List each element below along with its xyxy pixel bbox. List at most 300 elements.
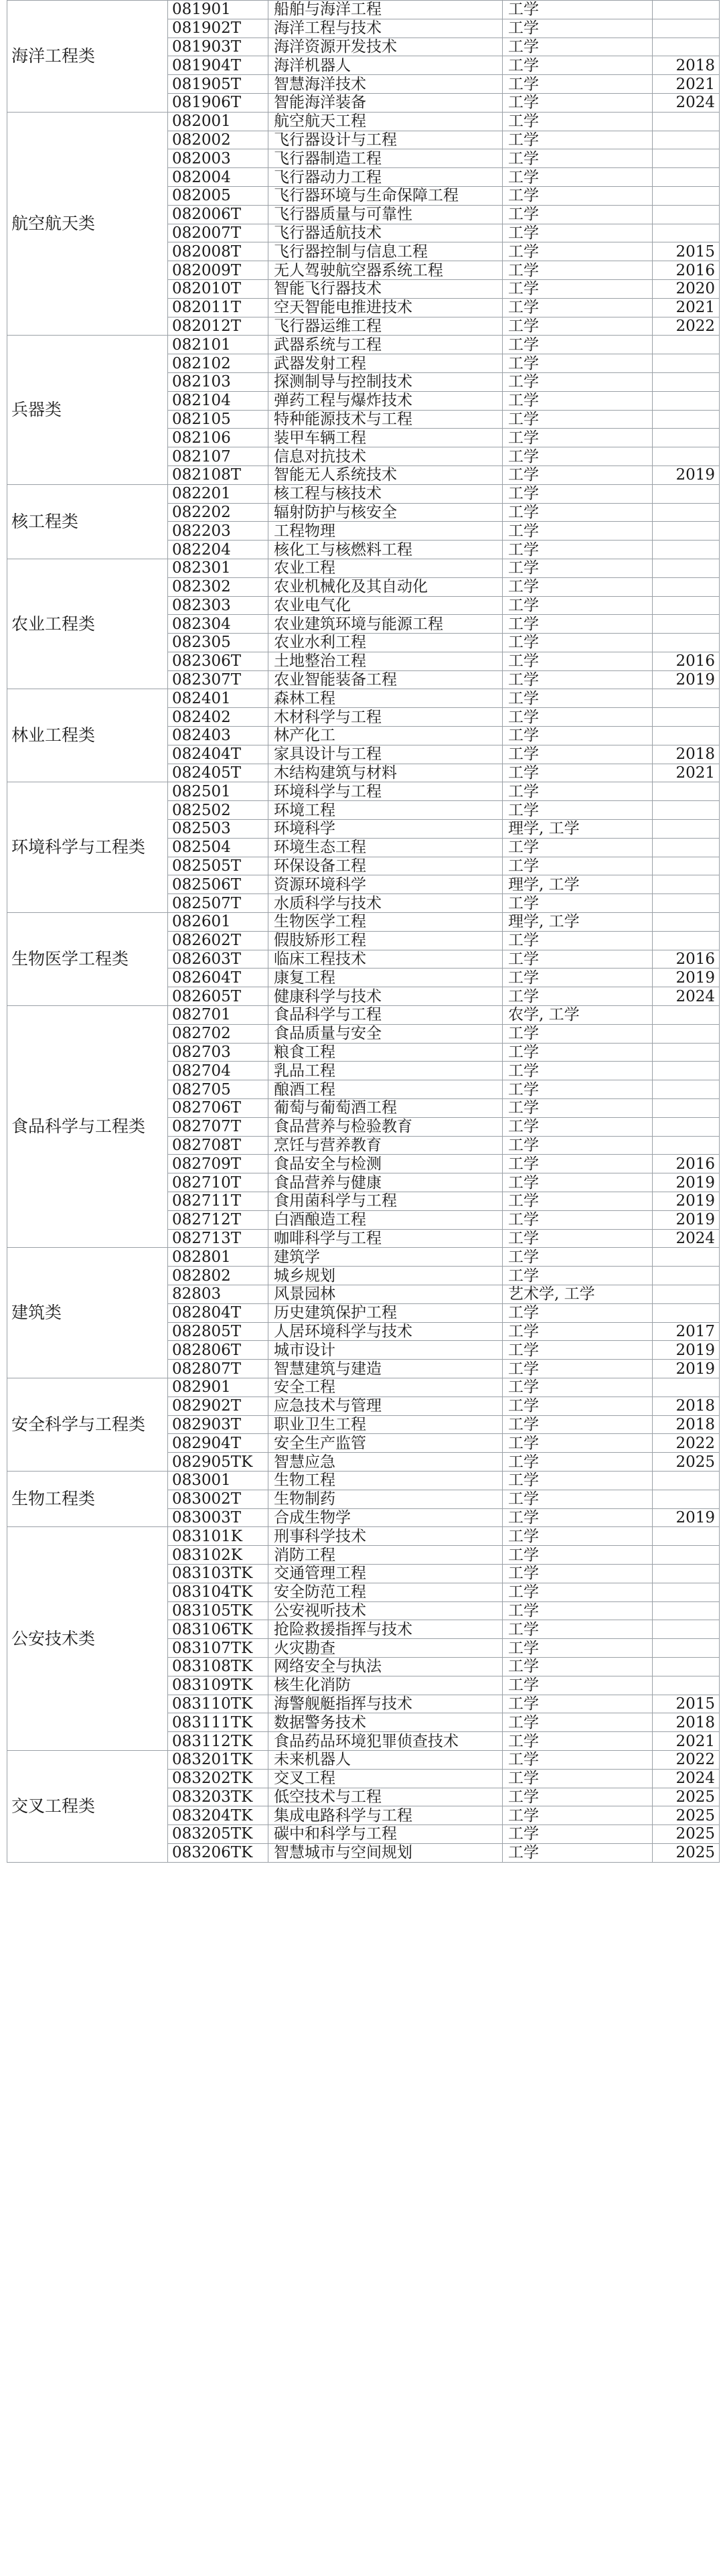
degree-cell: 工学 bbox=[503, 205, 653, 224]
major-code-cell: 083104TK bbox=[168, 1583, 268, 1601]
major-code-cell: 082709T bbox=[168, 1155, 268, 1173]
category-cell: 公安技术类 bbox=[7, 1527, 168, 1751]
degree-cell: 工学 bbox=[503, 372, 653, 391]
major-name-cell: 城乡规划 bbox=[268, 1267, 503, 1285]
category-cell: 航空航天类 bbox=[7, 112, 168, 336]
degree-cell: 工学 bbox=[503, 782, 653, 801]
major-code-cell: 082503 bbox=[168, 820, 268, 839]
year-cell: 2021 bbox=[653, 764, 720, 782]
degree-cell: 工学 bbox=[503, 1490, 653, 1508]
degree-cell: 工学 bbox=[503, 1676, 653, 1695]
major-code-cell: 082403 bbox=[168, 727, 268, 745]
degree-cell: 工学 bbox=[503, 950, 653, 969]
year-cell bbox=[653, 1062, 720, 1080]
degree-cell: 工学 bbox=[503, 1843, 653, 1862]
major-code-cell: 082201 bbox=[168, 484, 268, 503]
degree-cell: 理学, 工学 bbox=[503, 913, 653, 932]
year-cell bbox=[653, 1099, 720, 1118]
year-cell: 2024 bbox=[653, 1769, 720, 1788]
degree-cell: 工学 bbox=[503, 75, 653, 94]
major-name-cell: 食品药品环境犯罪侦查技术 bbox=[268, 1732, 503, 1751]
degree-cell: 工学 bbox=[503, 391, 653, 410]
year-cell: 2018 bbox=[653, 1397, 720, 1415]
degree-cell: 工学 bbox=[503, 894, 653, 913]
major-code-cell: 082901 bbox=[168, 1378, 268, 1397]
year-cell: 2024 bbox=[653, 1229, 720, 1248]
year-cell bbox=[653, 149, 720, 168]
major-name-cell: 农业建筑环境与能源工程 bbox=[268, 615, 503, 634]
major-code-cell: 083107TK bbox=[168, 1639, 268, 1658]
category-cell: 生物工程类 bbox=[7, 1471, 168, 1526]
major-name-cell: 低空技术与工程 bbox=[268, 1788, 503, 1806]
degree-cell: 工学 bbox=[503, 1080, 653, 1099]
year-cell bbox=[653, 336, 720, 354]
major-name-cell: 海警舰艇指挥与技术 bbox=[268, 1695, 503, 1713]
major-code-cell: 082002 bbox=[168, 131, 268, 149]
major-code-cell: 083001 bbox=[168, 1471, 268, 1490]
major-name-cell: 临床工程技术 bbox=[268, 950, 503, 969]
major-name-cell: 海洋工程与技术 bbox=[268, 19, 503, 38]
degree-cell: 工学 bbox=[503, 56, 653, 75]
major-name-cell: 无人驾驶航空器系统工程 bbox=[268, 261, 503, 280]
degree-cell: 工学 bbox=[503, 447, 653, 466]
year-cell: 2019 bbox=[653, 1210, 720, 1229]
year-cell bbox=[653, 559, 720, 577]
year-cell bbox=[653, 1639, 720, 1658]
year-cell bbox=[653, 894, 720, 913]
major-name-cell: 烹饪与营养教育 bbox=[268, 1136, 503, 1155]
major-name-cell: 食用菌科学与工程 bbox=[268, 1192, 503, 1211]
year-cell bbox=[653, 429, 720, 447]
major-code-cell: 082305 bbox=[168, 634, 268, 652]
table-row bbox=[7, 689, 720, 708]
degree-cell: 工学 bbox=[503, 1303, 653, 1322]
year-cell bbox=[653, 205, 720, 224]
year-cell: 2018 bbox=[653, 1415, 720, 1434]
major-name-cell: 工程物理 bbox=[268, 522, 503, 541]
major-code-cell: 082006T bbox=[168, 205, 268, 224]
year-cell bbox=[653, 112, 720, 131]
major-code-cell: 083108TK bbox=[168, 1657, 268, 1676]
degree-cell: 理学, 工学 bbox=[503, 875, 653, 894]
year-cell bbox=[653, 1620, 720, 1639]
major-name-cell: 环境生态工程 bbox=[268, 838, 503, 857]
major-code-cell: 083205TK bbox=[168, 1825, 268, 1844]
degree-cell: 工学 bbox=[503, 410, 653, 429]
year-cell bbox=[653, 19, 720, 38]
major-name-cell: 生物医学工程 bbox=[268, 913, 503, 932]
major-code-cell: 082704 bbox=[168, 1062, 268, 1080]
degree-cell: 工学 bbox=[503, 429, 653, 447]
major-code-cell: 082902T bbox=[168, 1397, 268, 1415]
major-name-cell: 飞行器环境与生命保障工程 bbox=[268, 186, 503, 205]
degree-cell: 工学 bbox=[503, 1117, 653, 1136]
degree-cell: 工学 bbox=[503, 1415, 653, 1434]
major-name-cell: 酿酒工程 bbox=[268, 1080, 503, 1099]
year-cell: 2025 bbox=[653, 1453, 720, 1472]
degree-cell: 工学 bbox=[503, 1583, 653, 1601]
major-code-cell: 082104 bbox=[168, 391, 268, 410]
major-code-cell: 082806T bbox=[168, 1341, 268, 1360]
degree-cell: 工学 bbox=[503, 727, 653, 745]
degree-cell: 工学 bbox=[503, 93, 653, 112]
major-name-cell: 海洋机器人 bbox=[268, 56, 503, 75]
year-cell: 2018 bbox=[653, 56, 720, 75]
major-name-cell: 葡萄与葡萄酒工程 bbox=[268, 1099, 503, 1118]
major-code-cell: 082604T bbox=[168, 969, 268, 987]
degree-cell: 工学 bbox=[503, 1695, 653, 1713]
year-cell bbox=[653, 354, 720, 373]
year-cell bbox=[653, 708, 720, 727]
table-row bbox=[7, 782, 720, 801]
major-code-cell: 082711T bbox=[168, 1192, 268, 1211]
major-name-cell: 木材科学与工程 bbox=[268, 708, 503, 727]
degree-cell: 工学 bbox=[503, 1657, 653, 1676]
major-name-cell: 智能海洋装备 bbox=[268, 93, 503, 112]
major-code-cell: 083101K bbox=[168, 1527, 268, 1546]
category-cell: 交叉工程类 bbox=[7, 1750, 168, 1862]
major-code-cell: 082102 bbox=[168, 354, 268, 373]
major-name-cell: 弹药工程与爆炸技术 bbox=[268, 391, 503, 410]
major-code-cell: 082712T bbox=[168, 1210, 268, 1229]
major-name-cell: 未来机器人 bbox=[268, 1750, 503, 1769]
year-cell bbox=[653, 838, 720, 857]
major-code-cell: 082506T bbox=[168, 875, 268, 894]
major-code-cell: 083103TK bbox=[168, 1564, 268, 1583]
major-name-cell: 智慧应急 bbox=[268, 1453, 503, 1472]
degree-cell: 工学 bbox=[503, 186, 653, 205]
year-cell: 2019 bbox=[653, 466, 720, 484]
year-cell: 2016 bbox=[653, 950, 720, 969]
major-code-cell: 082103 bbox=[168, 372, 268, 391]
year-cell bbox=[653, 372, 720, 391]
year-cell bbox=[653, 1378, 720, 1397]
year-cell: 2021 bbox=[653, 1732, 720, 1751]
major-name-cell: 食品营养与检验教育 bbox=[268, 1117, 503, 1136]
year-cell bbox=[653, 820, 720, 839]
degree-cell: 工学 bbox=[503, 1378, 653, 1397]
major-code-cell: 082505T bbox=[168, 857, 268, 875]
year-cell bbox=[653, 1267, 720, 1285]
major-name-cell: 核工程与核技术 bbox=[268, 484, 503, 503]
year-cell bbox=[653, 1248, 720, 1267]
major-name-cell: 核生化消防 bbox=[268, 1676, 503, 1695]
major-name-cell: 辐射防护与核安全 bbox=[268, 503, 503, 522]
table-row bbox=[7, 112, 720, 131]
major-name-cell: 安全工程 bbox=[268, 1378, 503, 1397]
year-cell: 2019 bbox=[653, 670, 720, 689]
year-cell bbox=[653, 801, 720, 820]
major-name-cell: 飞行器质量与可靠性 bbox=[268, 205, 503, 224]
year-cell bbox=[653, 131, 720, 149]
major-code-cell: 82803 bbox=[168, 1285, 268, 1303]
degree-cell: 工学 bbox=[503, 931, 653, 950]
major-code-cell: 082605T bbox=[168, 987, 268, 1006]
major-code-cell: 082202 bbox=[168, 503, 268, 522]
major-name-cell: 咖啡科学与工程 bbox=[268, 1229, 503, 1248]
table-row bbox=[7, 1378, 720, 1397]
table-row bbox=[7, 1, 720, 19]
major-code-cell: 082012T bbox=[168, 317, 268, 336]
major-name-cell: 海洋资源开发技术 bbox=[268, 38, 503, 56]
degree-cell: 工学 bbox=[503, 1732, 653, 1751]
year-cell bbox=[653, 503, 720, 522]
major-code-cell: 082903T bbox=[168, 1415, 268, 1434]
table-row bbox=[7, 336, 720, 354]
degree-cell: 工学 bbox=[503, 1322, 653, 1341]
year-cell bbox=[653, 391, 720, 410]
major-name-cell: 城市设计 bbox=[268, 1341, 503, 1360]
category-cell: 林业工程类 bbox=[7, 689, 168, 782]
degree-cell: 工学 bbox=[503, 466, 653, 484]
major-name-cell: 核化工与核燃料工程 bbox=[268, 541, 503, 559]
degree-cell: 工学 bbox=[503, 801, 653, 820]
degree-cell: 工学 bbox=[503, 1769, 653, 1788]
degree-cell: 工学 bbox=[503, 1508, 653, 1527]
major-code-cell: 081904T bbox=[168, 56, 268, 75]
major-name-cell: 交通管理工程 bbox=[268, 1564, 503, 1583]
major-code-cell: 082005 bbox=[168, 186, 268, 205]
major-name-cell: 农业智能装备工程 bbox=[268, 670, 503, 689]
year-cell bbox=[653, 1546, 720, 1565]
major-code-cell: 083109TK bbox=[168, 1676, 268, 1695]
year-cell bbox=[653, 913, 720, 932]
year-cell: 2019 bbox=[653, 1508, 720, 1527]
major-code-cell: 081903T bbox=[168, 38, 268, 56]
major-name-cell: 刑事科学技术 bbox=[268, 1527, 503, 1546]
degree-cell: 工学 bbox=[503, 745, 653, 764]
year-cell: 2018 bbox=[653, 1713, 720, 1732]
year-cell: 2015 bbox=[653, 1695, 720, 1713]
major-code-cell: 081905T bbox=[168, 75, 268, 94]
major-name-cell: 农业工程 bbox=[268, 559, 503, 577]
degree-cell: 工学 bbox=[503, 1062, 653, 1080]
major-name-cell: 数据警务技术 bbox=[268, 1713, 503, 1732]
major-code-cell: 082507T bbox=[168, 894, 268, 913]
major-code-cell: 082203 bbox=[168, 522, 268, 541]
year-cell bbox=[653, 447, 720, 466]
major-name-cell: 环境科学与工程 bbox=[268, 782, 503, 801]
category-cell: 建筑类 bbox=[7, 1248, 168, 1378]
major-code-cell: 083206TK bbox=[168, 1843, 268, 1862]
year-cell bbox=[653, 689, 720, 708]
major-code-cell: 083112TK bbox=[168, 1732, 268, 1751]
major-name-cell: 食品营养与健康 bbox=[268, 1173, 503, 1192]
degree-cell: 工学 bbox=[503, 1192, 653, 1211]
major-catalog-table bbox=[7, 0, 720, 1863]
major-name-cell: 生物制药 bbox=[268, 1490, 503, 1508]
year-cell bbox=[653, 577, 720, 596]
degree-cell: 工学 bbox=[503, 224, 653, 242]
major-code-cell: 082008T bbox=[168, 242, 268, 261]
major-code-cell: 082009T bbox=[168, 261, 268, 280]
year-cell bbox=[653, 522, 720, 541]
degree-cell: 工学 bbox=[503, 279, 653, 298]
year-cell: 2025 bbox=[653, 1825, 720, 1844]
major-name-cell: 飞行器设计与工程 bbox=[268, 131, 503, 149]
year-cell bbox=[653, 857, 720, 875]
degree-cell: 工学 bbox=[503, 764, 653, 782]
major-name-cell: 飞行器动力工程 bbox=[268, 168, 503, 187]
major-code-cell: 082101 bbox=[168, 336, 268, 354]
year-cell: 2016 bbox=[653, 261, 720, 280]
table-row bbox=[7, 1006, 720, 1025]
category-cell: 兵器类 bbox=[7, 336, 168, 484]
major-catalog-body bbox=[7, 1, 720, 1863]
year-cell: 2022 bbox=[653, 1750, 720, 1769]
major-name-cell: 生物工程 bbox=[268, 1471, 503, 1490]
year-cell: 2015 bbox=[653, 242, 720, 261]
major-code-cell: 083003T bbox=[168, 1508, 268, 1527]
major-code-cell: 082402 bbox=[168, 708, 268, 727]
major-code-cell: 083204TK bbox=[168, 1806, 268, 1825]
major-code-cell: 082108T bbox=[168, 466, 268, 484]
major-code-cell: 082304 bbox=[168, 615, 268, 634]
year-cell: 2025 bbox=[653, 1788, 720, 1806]
degree-cell: 工学 bbox=[503, 1267, 653, 1285]
major-code-cell: 083201TK bbox=[168, 1750, 268, 1769]
major-name-cell: 碳中和科学与工程 bbox=[268, 1825, 503, 1844]
degree-cell: 农学, 工学 bbox=[503, 1006, 653, 1025]
major-code-cell: 083105TK bbox=[168, 1601, 268, 1620]
major-name-cell: 船舶与海洋工程 bbox=[268, 1, 503, 19]
major-name-cell: 飞行器制造工程 bbox=[268, 149, 503, 168]
year-cell bbox=[653, 1490, 720, 1508]
degree-cell: 工学 bbox=[503, 1806, 653, 1825]
major-code-cell: 082707T bbox=[168, 1117, 268, 1136]
year-cell bbox=[653, 931, 720, 950]
year-cell bbox=[653, 1, 720, 19]
degree-cell: 工学 bbox=[503, 522, 653, 541]
major-name-cell: 飞行器运维工程 bbox=[268, 317, 503, 336]
major-name-cell: 武器发射工程 bbox=[268, 354, 503, 373]
major-code-cell: 082706T bbox=[168, 1099, 268, 1118]
degree-cell: 工学 bbox=[503, 969, 653, 987]
year-cell: 2020 bbox=[653, 279, 720, 298]
degree-cell: 工学 bbox=[503, 1, 653, 19]
degree-cell: 工学 bbox=[503, 503, 653, 522]
degree-cell: 工学 bbox=[503, 1210, 653, 1229]
major-name-cell: 假肢矫形工程 bbox=[268, 931, 503, 950]
major-code-cell: 082301 bbox=[168, 559, 268, 577]
major-code-cell: 083111TK bbox=[168, 1713, 268, 1732]
degree-cell: 工学 bbox=[503, 1564, 653, 1583]
major-code-cell: 083110TK bbox=[168, 1695, 268, 1713]
major-code-cell: 082802 bbox=[168, 1267, 268, 1285]
degree-cell: 工学 bbox=[503, 577, 653, 596]
table-row bbox=[7, 1750, 720, 1769]
major-name-cell: 智慧建筑与建造 bbox=[268, 1360, 503, 1378]
degree-cell: 工学 bbox=[503, 596, 653, 615]
major-code-cell: 082804T bbox=[168, 1303, 268, 1322]
degree-cell: 工学 bbox=[503, 1788, 653, 1806]
major-name-cell: 集成电路科学与工程 bbox=[268, 1806, 503, 1825]
major-name-cell: 消防工程 bbox=[268, 1546, 503, 1565]
year-cell bbox=[653, 727, 720, 745]
degree-cell: 工学 bbox=[503, 1024, 653, 1043]
major-name-cell: 网络安全与执法 bbox=[268, 1657, 503, 1676]
year-cell bbox=[653, 634, 720, 652]
major-name-cell: 智慧海洋技术 bbox=[268, 75, 503, 94]
year-cell bbox=[653, 224, 720, 242]
major-name-cell: 农业机械化及其自动化 bbox=[268, 577, 503, 596]
degree-cell: 工学 bbox=[503, 484, 653, 503]
major-name-cell: 飞行器控制与信息工程 bbox=[268, 242, 503, 261]
year-cell: 2022 bbox=[653, 1434, 720, 1453]
year-cell bbox=[653, 1024, 720, 1043]
major-name-cell: 抢险救援指挥与技术 bbox=[268, 1620, 503, 1639]
year-cell bbox=[653, 875, 720, 894]
degree-cell: 工学 bbox=[503, 38, 653, 56]
major-name-cell: 人居环境科学与技术 bbox=[268, 1322, 503, 1341]
table-row bbox=[7, 1248, 720, 1267]
major-name-cell: 环境科学 bbox=[268, 820, 503, 839]
degree-cell: 工学 bbox=[503, 615, 653, 634]
major-name-cell: 食品科学与工程 bbox=[268, 1006, 503, 1025]
degree-cell: 工学 bbox=[503, 670, 653, 689]
year-cell bbox=[653, 410, 720, 429]
major-name-cell: 合成生物学 bbox=[268, 1508, 503, 1527]
degree-cell: 工学 bbox=[503, 1750, 653, 1769]
degree-cell: 工学 bbox=[503, 317, 653, 336]
major-name-cell: 家具设计与工程 bbox=[268, 745, 503, 764]
category-cell: 食品科学与工程类 bbox=[7, 1006, 168, 1248]
major-name-cell: 特种能源技术与工程 bbox=[268, 410, 503, 429]
table-row bbox=[7, 1471, 720, 1490]
degree-cell: 工学 bbox=[503, 1546, 653, 1565]
year-cell: 2016 bbox=[653, 652, 720, 670]
degree-cell: 工学 bbox=[503, 1639, 653, 1658]
major-code-cell: 082603T bbox=[168, 950, 268, 969]
major-code-cell: 082405T bbox=[168, 764, 268, 782]
major-code-cell: 082004 bbox=[168, 168, 268, 187]
major-name-cell: 探测制导与控制技术 bbox=[268, 372, 503, 391]
degree-cell: 工学 bbox=[503, 149, 653, 168]
major-code-cell: 082105 bbox=[168, 410, 268, 429]
degree-cell: 艺术学, 工学 bbox=[503, 1285, 653, 1303]
degree-cell: 工学 bbox=[503, 1471, 653, 1490]
degree-cell: 工学 bbox=[503, 168, 653, 187]
major-code-cell: 082007T bbox=[168, 224, 268, 242]
year-cell: 2016 bbox=[653, 1155, 720, 1173]
major-name-cell: 环保设备工程 bbox=[268, 857, 503, 875]
degree-cell: 工学 bbox=[503, 1527, 653, 1546]
year-cell: 2019 bbox=[653, 1360, 720, 1378]
major-name-cell: 农业水利工程 bbox=[268, 634, 503, 652]
year-cell bbox=[653, 596, 720, 615]
year-cell: 2019 bbox=[653, 1173, 720, 1192]
year-cell bbox=[653, 1043, 720, 1062]
degree-cell: 工学 bbox=[503, 987, 653, 1006]
degree-cell: 工学 bbox=[503, 112, 653, 131]
year-cell bbox=[653, 1006, 720, 1025]
major-name-cell: 职业卫生工程 bbox=[268, 1415, 503, 1434]
major-name-cell: 历史建筑保护工程 bbox=[268, 1303, 503, 1322]
degree-cell: 工学 bbox=[503, 336, 653, 354]
degree-cell: 工学 bbox=[503, 634, 653, 652]
major-code-cell: 082401 bbox=[168, 689, 268, 708]
year-cell bbox=[653, 615, 720, 634]
major-code-cell: 082504 bbox=[168, 838, 268, 857]
degree-cell: 工学 bbox=[503, 261, 653, 280]
major-name-cell: 水质科学与技术 bbox=[268, 894, 503, 913]
year-cell bbox=[653, 1285, 720, 1303]
major-code-cell: 082601 bbox=[168, 913, 268, 932]
major-code-cell: 082710T bbox=[168, 1173, 268, 1192]
table-row bbox=[7, 913, 720, 932]
degree-cell: 工学 bbox=[503, 857, 653, 875]
year-cell bbox=[653, 1564, 720, 1583]
